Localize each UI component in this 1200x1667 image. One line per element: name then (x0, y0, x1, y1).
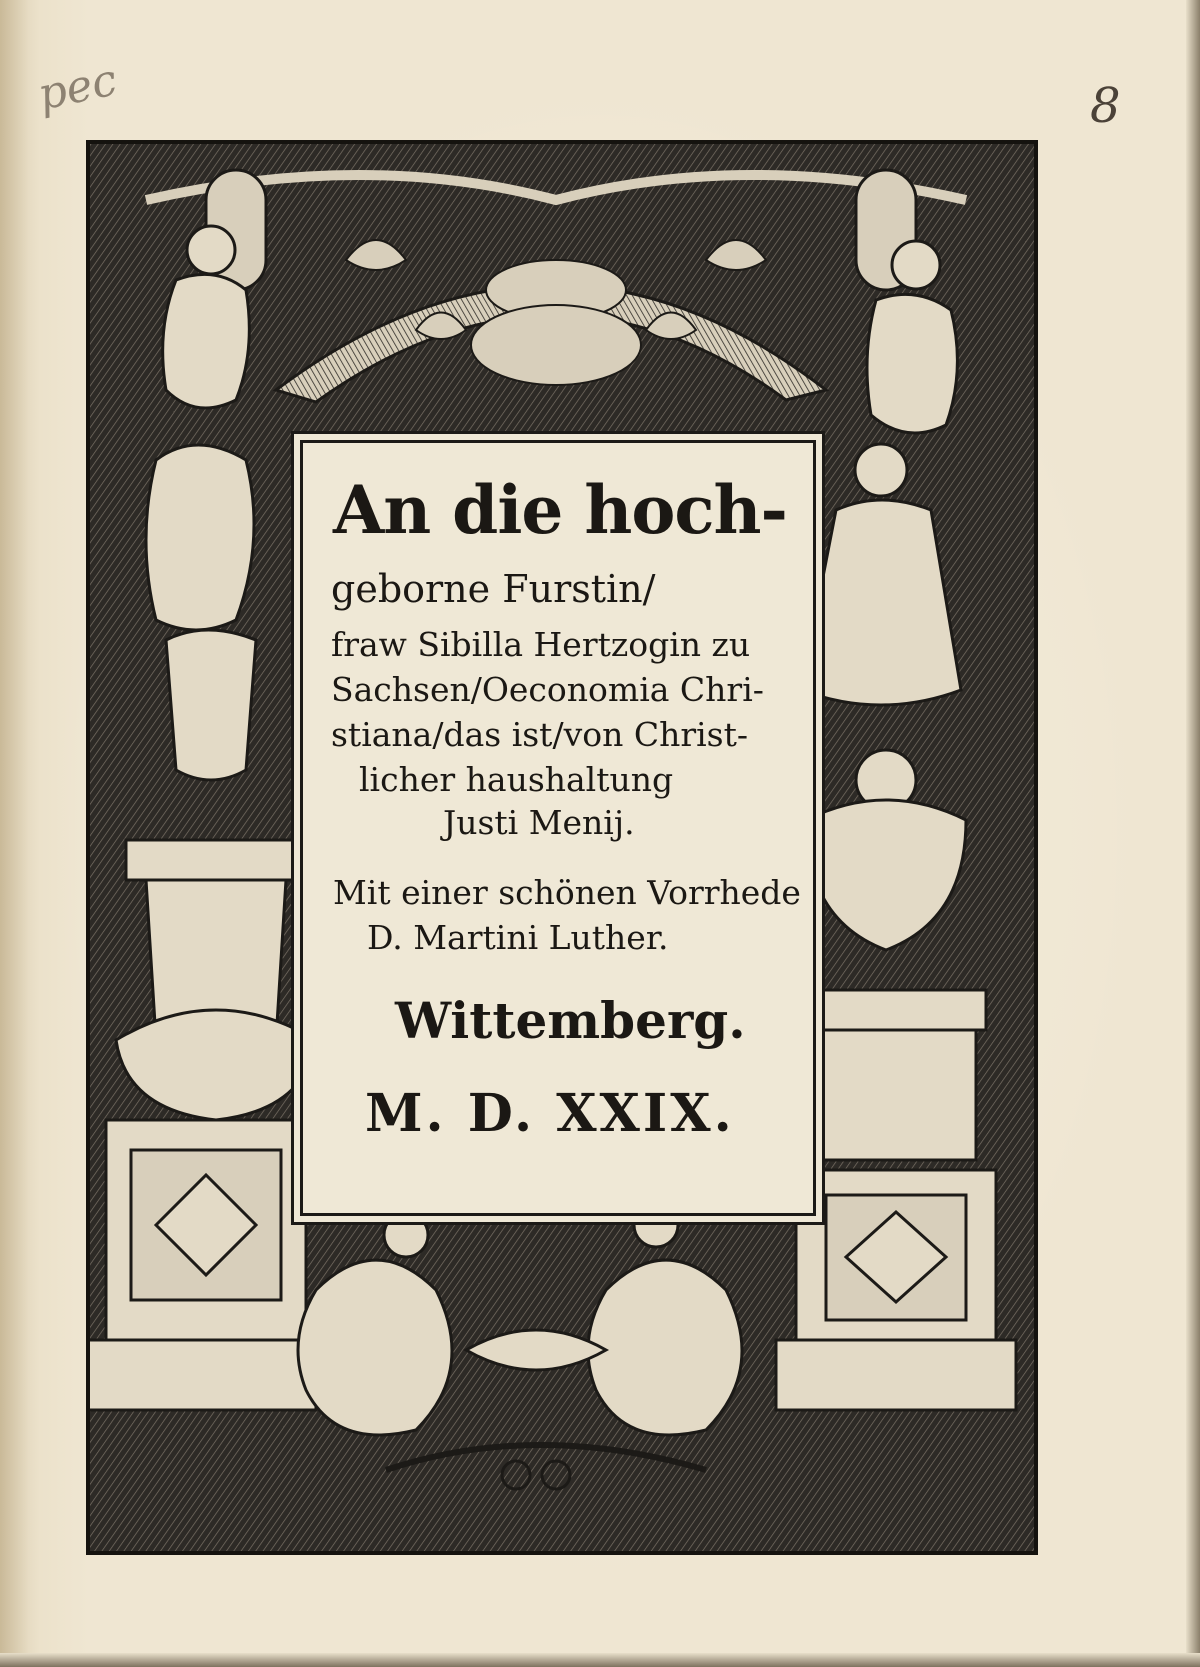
title-panel (300, 440, 816, 1216)
title-line-4: Sachsen/Oeconomia Chri- (331, 670, 764, 709)
page-gutter (0, 0, 28, 1667)
title-line-5: stiana/das ist/von Christ- (331, 715, 748, 754)
title-line-3: fraw Sibilla Hertzogin zu (331, 625, 751, 664)
imprint-year: M. D. XXIX. (365, 1083, 735, 1144)
page-edge-right (1186, 0, 1200, 1667)
handwritten-folio-number: 8 (1090, 78, 1121, 134)
title-line-2: geborne Furstin/ (331, 567, 656, 611)
title-line-6: licher haushaltung (359, 760, 674, 799)
title-line-7: Justi Menij. (443, 803, 635, 842)
handwritten-annotation-top-left: pec (33, 54, 122, 121)
page-edge-bottom (0, 1653, 1200, 1667)
preface-line-2: D. Martini Luther. (367, 918, 669, 957)
preface-line-1: Mit einer schönen Vorrhede (333, 873, 801, 912)
title-line-1: An die hoch- (333, 471, 787, 549)
imprint-place: Wittemberg. (395, 991, 746, 1050)
